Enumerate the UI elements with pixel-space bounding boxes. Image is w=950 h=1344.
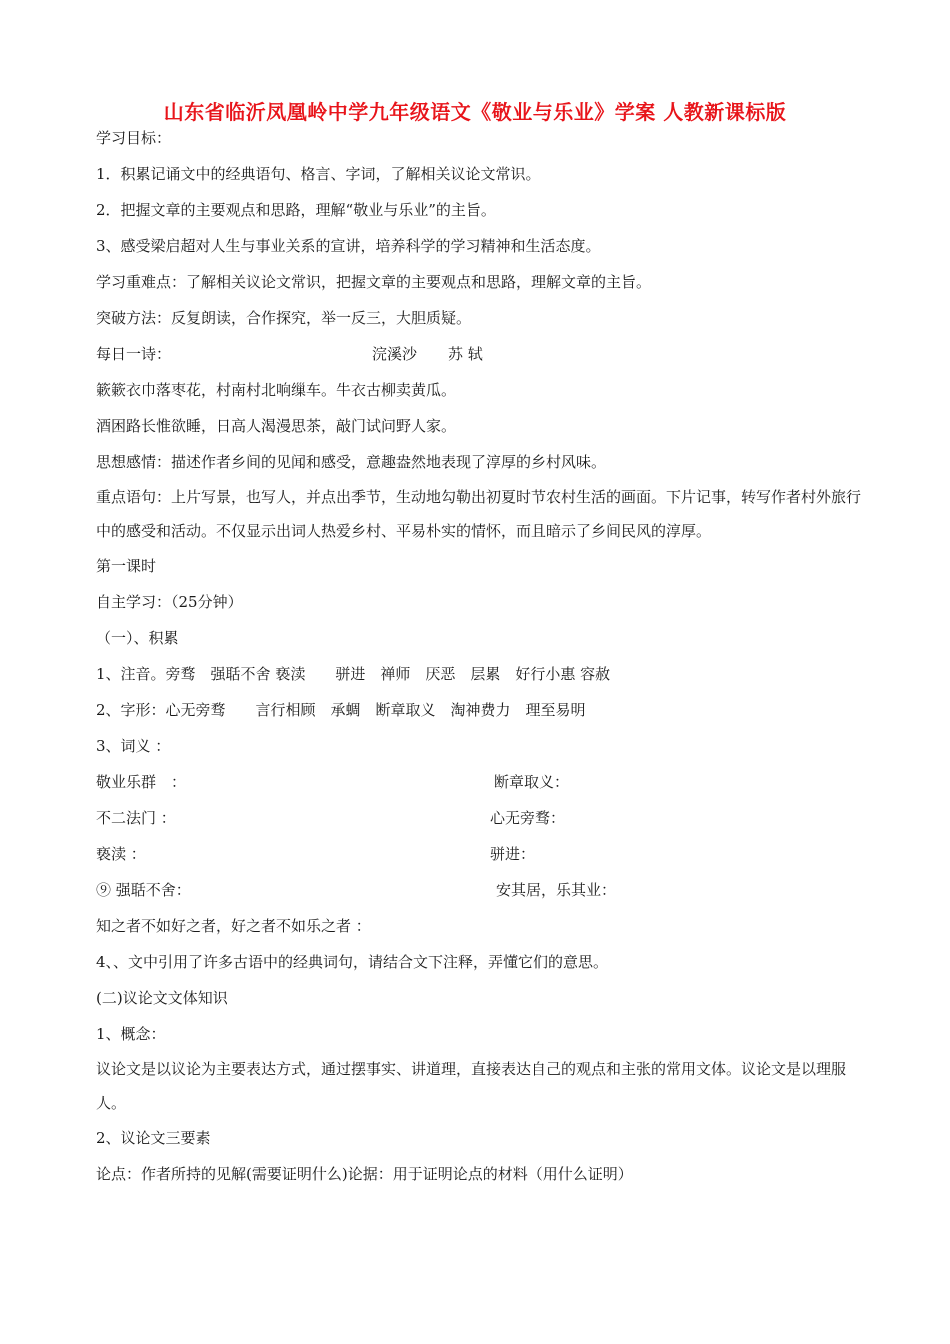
section2-heading: (二)议论文文体知识 [96, 989, 228, 1007]
glyph-task: 2、字形：心无旁骛 言行相顾 承蜩 断章取义 淘神费力 理至易明 [96, 701, 586, 719]
document-body [96, 128, 862, 1200]
term-right: 骈进： [490, 845, 536, 863]
term-left: 敬业乐群 ： [96, 773, 187, 791]
term-right: 心无旁骛： [490, 809, 566, 827]
page-title: 山东省临沂凤凰岭中学九年级语文《敬业与乐业》学案 人教新课标版 [163, 100, 787, 124]
task-four: 4、、文中引用了许多古语中的经典词句，请结合文下注释，弄懂它们的意思。 [96, 953, 609, 971]
term-right: 断章取义： [494, 773, 570, 791]
poem-line: 簌簌衣巾落枣花，村南村北响缫车。牛衣古柳卖黄瓜。 [96, 381, 457, 399]
section1-heading: （一）、积累 [96, 629, 179, 647]
poem-line: 酒困路长惟欲睡，日高人渴漫思茶，敲门试问野人家。 [96, 417, 457, 435]
goal-item: 3、感受梁启超对人生与事业关系的宣讲，培养科学的学习精神和生活态度。 [96, 237, 601, 255]
term-left: 不二法门 ： [96, 809, 176, 827]
quote-task: 知之者不如好之者，好之者不如乐之者 ： [96, 917, 371, 935]
poem-sentiment: 思想感情：描述作者乡间的见闻和感受，意趣盎然地表现了淳厚的乡村风味。 [96, 453, 607, 471]
elements-text: 论点：作者所持的见解(需要证明什么)论据：用于证明论点的材料（用什么证明） [96, 1165, 633, 1183]
lesson-title: 第一课时 [96, 557, 157, 575]
difficulty-text: 学习重难点：了解相关议论文常识，把握文章的主要观点和思路，理解文章的主旨。 [96, 273, 652, 291]
self-study: 自主学习：（25分钟） [96, 593, 243, 611]
poem-label: 每日一诗： [96, 345, 172, 363]
poem-author: 苏 轼 [448, 345, 483, 363]
meaning-task: 3、词义 ： [96, 737, 171, 755]
poem-key-lines: 重点语句：上片写景，也写人，并点出季节，生动地勾勒出初夏时节农村生活的画面。下片记事，转写作者村外旅行中的感受和活动。不仅显示出词人热爱乡村、平易朴实的情怀，而且暗示了乡间民风的淳厚。 [96, 488, 862, 540]
goal-item: 2．把握文章的主要观点和思路，理解“敬业与乐业”的主旨。 [96, 201, 496, 219]
term-left: 亵渎 ： [96, 845, 146, 863]
goals-heading: 学习目标： [96, 129, 172, 147]
poem-name: 浣溪沙 [372, 345, 418, 363]
term-left: ⑨ 强聒不舍： [96, 881, 191, 899]
term-right: 安其居，乐其业： [496, 881, 617, 899]
method-text: 突破方法：反复朗读，合作探究，举一反三，大胆质疑。 [96, 309, 472, 327]
concept-heading: 1、概念： [96, 1025, 166, 1043]
concept-text: 议论文是以议论为主要表达方式，通过摆事实、讲道理，直接表达自己的观点和主张的常用文体。议论文是以理服人。 [96, 1060, 847, 1112]
term-row [96, 880, 862, 900]
term-row [96, 808, 862, 828]
pinyin-task: 1、注音。旁骛 强聒不舍 亵渎 骈进 禅师 厌恶 层累 好行小惠 容赦 [96, 665, 611, 683]
term-row [96, 844, 862, 864]
goal-item: 1．积累记诵文中的经典语句、格言、字词，了解相关议论文常识。 [96, 165, 541, 183]
term-row [96, 772, 862, 792]
elements-heading: 2、议论文三要素 [96, 1129, 211, 1147]
poem-header [96, 344, 862, 364]
